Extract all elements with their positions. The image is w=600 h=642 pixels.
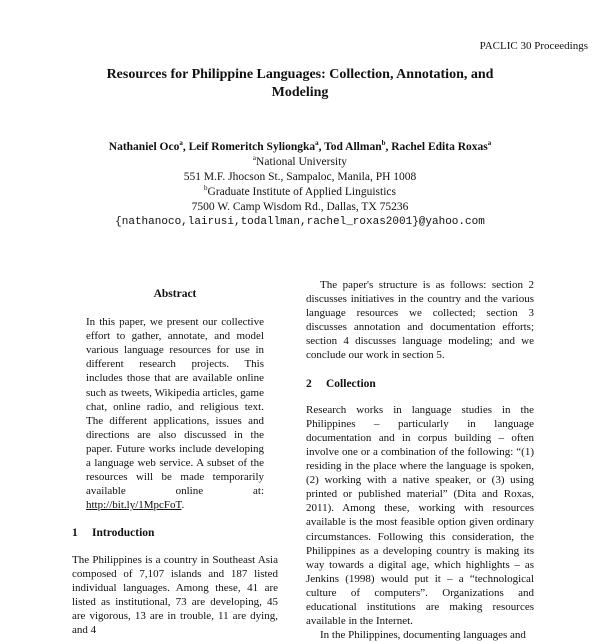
author-2-sup: a — [315, 139, 319, 148]
structure-paragraph: The paper's structure is as follows: section 2 discusses initiatives in the country and the various language resources we collected; section 3 discusses annotation and documentation efforts; section 4 discusses language modeling; and we conclude our work in section 5. — [306, 279, 534, 362]
abstract-text: In this paper, we present our collective effort to gather, annotate, and model various language resources for use in different research projects. This includes those that are available online such as tweets, Wikipedia articles, game chat, online radio, and religious text. The different applications, issues and directions are also discussed in the paper. Future works include developing a language web service. A subset of the resources will be made temporarily available online at: — [86, 316, 264, 498]
proceedings-header: PACLIC 30 Proceedings — [479, 40, 588, 52]
author-4-sup: a — [487, 139, 492, 148]
author-3-sup: b — [381, 139, 386, 148]
author-emails: {nathanoco,lairusi,todallman,rachel_roxas2001}@yahoo.com — [115, 216, 485, 228]
section-2-number: 2 — [306, 377, 312, 390]
abstract-link-suffix: . — [181, 499, 185, 512]
section-1-title: Introduction — [92, 527, 155, 540]
section-2-heading — [306, 377, 534, 391]
resource-link[interactable]: http://bit.ly/1MpcFoT — [86, 499, 182, 512]
author-names: Nathaniel Oco$^a$, Leif Romeritch Syliongka$^a$, Tod Allman$^b$, Rachel Edita Roxas$^a$ — [108, 139, 492, 153]
address-1: 551 M.F. Jhocson St., Sampaloc, Manila, PH 1008 — [183, 171, 417, 183]
title-line-2: Modeling — [271, 85, 329, 100]
section-1-number: 1 — [72, 527, 78, 540]
affiliation-1-name: National University — [256, 156, 348, 168]
collection-paragraph: Research works in language studies in the Philippines – particularly in language documentation and in corpus building – often involve one or a combination of the following: “(1) residing in the place where the language is spoken, (2) working with a native speaker, or (3) using printed or published material” (Dita and Roxas, 2011). Among these, working with resources available is the most feasible option given ordinary circumstances. Following this consideration, the Philippines as a developing country is making its way towards a digital age, which highlights – as Jenkins (1998) would put it – a “technological culture of computers”. Organizations and educational institutions are making resources available in the Internet. — [306, 403, 534, 628]
author-3: Tod Allman — [324, 141, 382, 153]
section-2-title: Collection — [326, 377, 376, 390]
paper-title — [0, 66, 600, 102]
affiliation-2 — [0, 185, 600, 200]
title-line-1: Resources for Philippine Languages: Collection, Annotation, and — [106, 67, 494, 82]
next-paragraph: In the Philippines, documenting languages and — [320, 629, 526, 642]
abstract-body — [86, 315, 264, 512]
author-1-sup: a — [179, 139, 183, 148]
intro-paragraph: The Philippines is a country in Southeast Asia composed of 7,107 islands and 187 listed individual languages. Among these, 41 are listed as institutional, 73 are developing, 45 are vigorous, 13 are in trouble, 11 are dying, and 4 — [72, 553, 278, 636]
affiliation-2-sup: b — [204, 184, 208, 193]
section-1-heading — [72, 526, 278, 540]
abstract-heading: Abstract — [153, 288, 197, 300]
address-2: 7500 W. Camp Wisdom Rd., Dallas, TX 75236 — [191, 201, 409, 213]
author-4: Rachel Edita Roxas — [391, 141, 488, 153]
left-column — [72, 287, 278, 637]
right-column — [306, 278, 534, 642]
author-1: Nathaniel Oco — [108, 141, 180, 153]
author-block — [0, 140, 600, 230]
affiliation-1-sup: a — [252, 154, 257, 163]
author-2: Leif Romeritch Syliongka — [188, 141, 316, 153]
affiliation-2-name: Graduate Institute of Applied Linguistics — [207, 186, 396, 198]
affiliation-1 — [0, 155, 600, 170]
